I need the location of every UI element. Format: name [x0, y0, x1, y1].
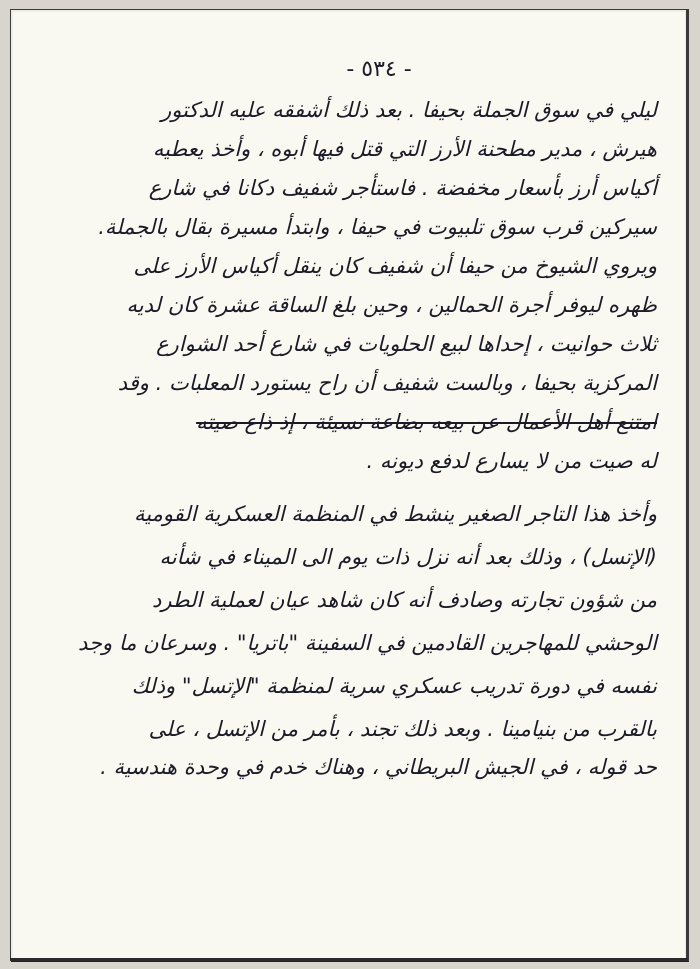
text-line-13: من شؤون تجارته وصادف أنه كان شاهد عيان لعملية الطرد	[151, 588, 657, 612]
text-line-7: ثلاث حوانيت ، إحداها لبيع الحلويات في شارع أحد الشوارع	[156, 332, 657, 356]
text-line-16: بالقرب من بنيامينا . وبعد ذلك تجند ، بأمر من الإتسل ، على	[148, 717, 657, 741]
text-line-9-struck: امتنع أهل الأعمال عن بيعه بضاعة نسيئة ، إذ ذاع صيته	[196, 410, 657, 434]
manuscript-page	[10, 9, 688, 961]
text-line-14: الوحشي للمهاجرين القادمين في السفينة "باتريا" . وسرعان ما وجد	[78, 631, 657, 655]
text-line-3: أكياس أرز بأسعار مخفضة . فاستأجر شفيف دكانا في شارع	[148, 176, 657, 200]
text-line-11: وأخذ هذا التاجر الصغير ينشط في المنظمة العسكرية القومية	[133, 502, 657, 526]
page-edge-right	[686, 9, 689, 961]
text-line-4: سيركين قرب سوق تلبيوت في حيفا ، وابتدأ مسيرة بقال بالجملة.	[98, 215, 657, 239]
text-line-2: هيرش ، مدير مطحنة الأرز التي قتل فيها أبوه ، وأخذ يعطيه	[152, 137, 657, 161]
text-line-17: حد قوله ، في الجيش البريطاني ، وهناك خدم في وحدة هندسية .	[100, 755, 657, 779]
text-line-1: ليلي في سوق الجملة بحيفا . بعد ذلك أشفقه عليه الدكتور	[161, 98, 657, 122]
text-line-8: المركزية بحيفا ، وبالست شفيف أن راح يستورد المعلبات . وقد	[117, 371, 657, 395]
text-line-12: (الإتسل) ، وذلك بعد أنه نزل ذات يوم الى الميناء في شأنه	[159, 545, 657, 569]
page-edge-bottom	[10, 958, 688, 961]
text-line-15: نفسه في دورة تدريب عسكري سرية لمنظمة "الإتسل" وذلك	[131, 674, 657, 698]
text-line-5: ويروي الشيوخ من حيفا أن شفيف كان ينقل أكياس الأرز على	[133, 254, 657, 278]
text-line-10: له صيت من لا يسارع لدفع ديونه .	[366, 449, 657, 473]
text-line-6: ظهره ليوفر أجرة الحمالين ، وحين بلغ الساقة عشرة كان لديه	[126, 293, 657, 317]
page-number: - ٥٣٤ -	[346, 57, 412, 82]
